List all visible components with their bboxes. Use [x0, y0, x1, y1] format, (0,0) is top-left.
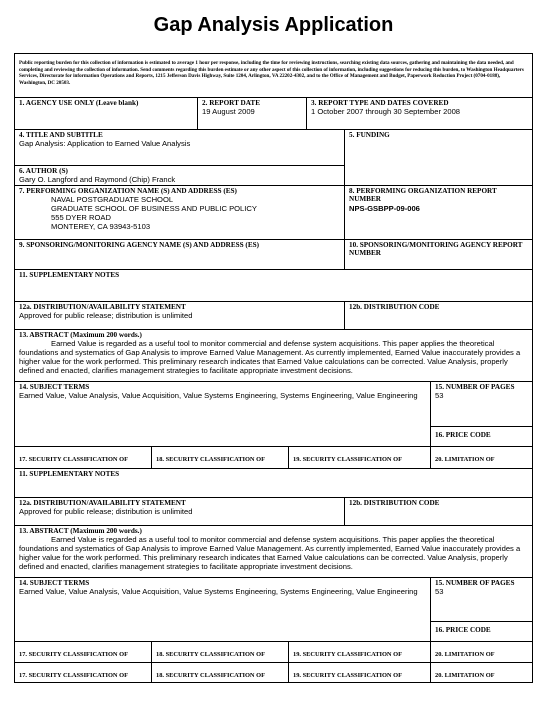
sponsoring-report-number-field[interactable]: [345, 240, 532, 270]
report-date-field[interactable]: [198, 98, 307, 130]
field15-value: 53: [435, 587, 444, 597]
price-code-field[interactable]: [431, 427, 532, 447]
field6-label: 6. AUTHOR (S): [19, 167, 68, 175]
field13-value: Earned Value is regarded as a useful tool to monitor commercial and defense system acquisitions. This paper applies the theoretical foundations and systematics of Gap Analysis to improve Earned Value Management. As currently implemented, Earned Value inaccurately provides a higher value for the work performed. This preliminary research indicates that Earned Value calculations can be corrected. Value Analysis, properly defined and enacted, clarifies management strategies to facilitate appropriate investment decisions.: [19, 535, 521, 572]
supplementary-notes-field-repeat[interactable]: [15, 469, 532, 498]
field5-label: 5. FUNDING: [349, 131, 390, 139]
field19-label: 19. SECURITY CLASSIFICATION OF: [293, 456, 403, 463]
page-title: Gap Analysis Application: [153, 14, 394, 36]
field15-label: 15. NUMBER OF PAGES: [435, 383, 515, 391]
burden-statement: [15, 54, 532, 98]
field12a-value: Approved for public release; distribution is unlimited: [19, 311, 193, 321]
field14-value: Earned Value, Value Analysis, Value Acquisition, Value Systems Engineering, Systems Engineering, Value Engineering: [19, 587, 418, 597]
field4-label: 4. TITLE AND SUBTITLE: [19, 131, 103, 139]
field16-label: 16. PRICE CODE: [435, 431, 491, 439]
performing-org-field[interactable]: [15, 186, 345, 240]
security-class-abstract-field[interactable]: [289, 447, 431, 469]
security-class-abstract-field-final[interactable]: [289, 663, 431, 682]
sponsoring-agency-field[interactable]: [15, 240, 345, 270]
field15-label: 15. NUMBER OF PAGES: [435, 579, 515, 587]
security-class-page-field[interactable]: [152, 447, 289, 469]
field20-label: 20. LIMITATION OF: [435, 456, 495, 463]
field16-label: 16. PRICE CODE: [435, 626, 491, 634]
field17-label: 17. SECURITY CLASSIFICATION OF: [19, 456, 129, 463]
security-class-page-field-final[interactable]: [152, 663, 289, 682]
field13-label: 13. ABSTRACT (Maximum 200 words.): [19, 331, 142, 339]
report-type-field[interactable]: [307, 98, 532, 130]
limitation-abstract-field[interactable]: [431, 447, 532, 469]
field20-label: 20. LIMITATION OF: [435, 651, 495, 658]
security-class-report-field-repeat[interactable]: [15, 642, 152, 663]
limitation-abstract-field-repeat[interactable]: [431, 642, 532, 663]
field7-line-3: 555 DYER ROAD: [51, 213, 111, 223]
field17-label: 17. SECURITY CLASSIFICATION OF: [19, 651, 129, 658]
field6-value: Gary O. Langford and Raymond (Chip) Franck: [19, 175, 176, 185]
distribution-code-field-repeat[interactable]: [345, 498, 532, 526]
field3-value: 1 October 2007 through 30 September 2008: [311, 107, 461, 117]
security-class-page-field-repeat[interactable]: [152, 642, 289, 663]
field4-value: Gap Analysis: Application to Earned Value Analysis: [19, 139, 191, 149]
number-of-pages-field-repeat[interactable]: [431, 578, 532, 622]
supplementary-notes-field[interactable]: [15, 270, 532, 302]
subject-terms-field-repeat[interactable]: [15, 578, 431, 642]
field2-label: 2. REPORT DATE: [202, 99, 260, 107]
security-class-abstract-field-repeat[interactable]: [289, 642, 431, 663]
burden-text: Public reporting burden for this collection of information is estimated to average 1 hour per response, including the time for reviewing instructions, searching existing data sources, gathering and maintaining the data needed, and completing and reviewing the collection of information. Send comments regarding this burden estimate or any other aspect of this collection of information, including suggestions for reducing this burden, to Washington Headquarters Services, Directorate for information Operations and Reports, 1215 Jefferson Davis Highway, Suite 1204, Arlington, VA 22202-4302, and to the Office of Management and Budget, Paperwork Reduction Project (0704-0188), Washington, DC 20503.: [19, 60, 524, 86]
field9-label: 9. SPONSORING/MONITORING AGENCY NAME (S) AND ADDRESS (ES): [19, 241, 260, 249]
field18-label: 18. SECURITY CLASSIFICATION OF: [156, 456, 266, 463]
field11-label: 11. SUPPLEMENTARY NOTES: [19, 271, 120, 279]
field18-label: 18. SECURITY CLASSIFICATION OF: [156, 651, 266, 658]
field14-label: 14. SUBJECT TERMS: [19, 383, 90, 391]
field20-label: 20. LIMITATION OF: [435, 672, 495, 679]
distribution-statement-field-repeat[interactable]: [15, 498, 345, 526]
distribution-statement-field[interactable]: [15, 302, 345, 330]
author-field[interactable]: [15, 166, 345, 186]
security-class-report-field[interactable]: [15, 447, 152, 469]
field8-label: 8. PERFORMING ORGANIZATION REPORT NUMBER: [349, 187, 497, 204]
security-class-report-field-final[interactable]: [15, 663, 152, 682]
abstract-field[interactable]: [15, 330, 532, 382]
limitation-abstract-field-final[interactable]: [431, 663, 532, 682]
field2-value: 19 August 2009: [202, 107, 255, 117]
agency-use-only-field[interactable]: [15, 98, 198, 130]
subject-terms-field[interactable]: [15, 382, 431, 447]
field19-label: 19. SECURITY CLASSIFICATION OF: [293, 672, 403, 679]
field12b-label: 12b. DISTRIBUTION CODE: [349, 303, 440, 311]
field1-label: 1. AGENCY USE ONLY (Leave blank): [19, 99, 139, 107]
field14-label: 14. SUBJECT TERMS: [19, 579, 90, 587]
field13-value: Earned Value is regarded as a useful tool to monitor commercial and defense system acquisitions. This paper applies the theoretical foundations and systematics of Gap Analysis to improve Earned Value Management. As currently implemented, Earned Value inaccurately provides a higher value for the work performed. This preliminary research indicates that Earned Value calculations can be corrected. Value Analysis, properly defined and enacted, clarifies management strategies to facilitate appropriate investment decisions.: [19, 339, 521, 376]
title-subtitle-field[interactable]: [15, 130, 345, 166]
field12a-value: Approved for public release; distribution is unlimited: [19, 507, 193, 517]
field13-label: 13. ABSTRACT (Maximum 200 words.): [19, 527, 142, 535]
field7-line-4: MONTEREY, CA 93943-5103: [51, 222, 151, 232]
field12a-label: 12a. DISTRIBUTION/AVAILABILITY STATEMENT: [19, 499, 186, 507]
field19-label: 19. SECURITY CLASSIFICATION OF: [293, 651, 403, 658]
field8-value: NPS-GSBPP-09-006: [349, 203, 420, 213]
field7-label: 7. PERFORMING ORGANIZATION NAME (S) AND ADDRESS (ES): [19, 187, 237, 195]
field14-value: Earned Value, Value Analysis, Value Acquisition, Value Systems Engineering, Systems Engineering, Value Engineering: [19, 391, 418, 401]
field3-label: 3. REPORT TYPE AND DATES COVERED: [311, 99, 449, 107]
field7-line-2: GRADUATE SCHOOL OF BUSINESS AND PUBLIC POLICY: [51, 204, 257, 214]
field15-value: 53: [435, 391, 444, 401]
report-documentation-form: [14, 53, 533, 683]
performing-org-report-number-field[interactable]: [345, 186, 532, 240]
field11-label: 11. SUPPLEMENTARY NOTES: [19, 470, 120, 478]
number-of-pages-field[interactable]: [431, 382, 532, 427]
abstract-field-repeat[interactable]: [15, 526, 532, 578]
field17-label: 17. SECURITY CLASSIFICATION OF: [19, 672, 129, 679]
distribution-code-field[interactable]: [345, 302, 532, 330]
field12a-label: 12a. DISTRIBUTION/AVAILABILITY STATEMENT: [19, 303, 186, 311]
funding-field[interactable]: [345, 130, 532, 186]
field10-label: 10. SPONSORING/MONITORING AGENCY REPORT NUMBER: [349, 241, 523, 258]
field18-label: 18. SECURITY CLASSIFICATION OF: [156, 672, 266, 679]
price-code-field-repeat[interactable]: [431, 622, 532, 642]
field7-line-1: NAVAL POSTGRADUATE SCHOOL: [51, 195, 174, 205]
field12b-label: 12b. DISTRIBUTION CODE: [349, 499, 440, 507]
